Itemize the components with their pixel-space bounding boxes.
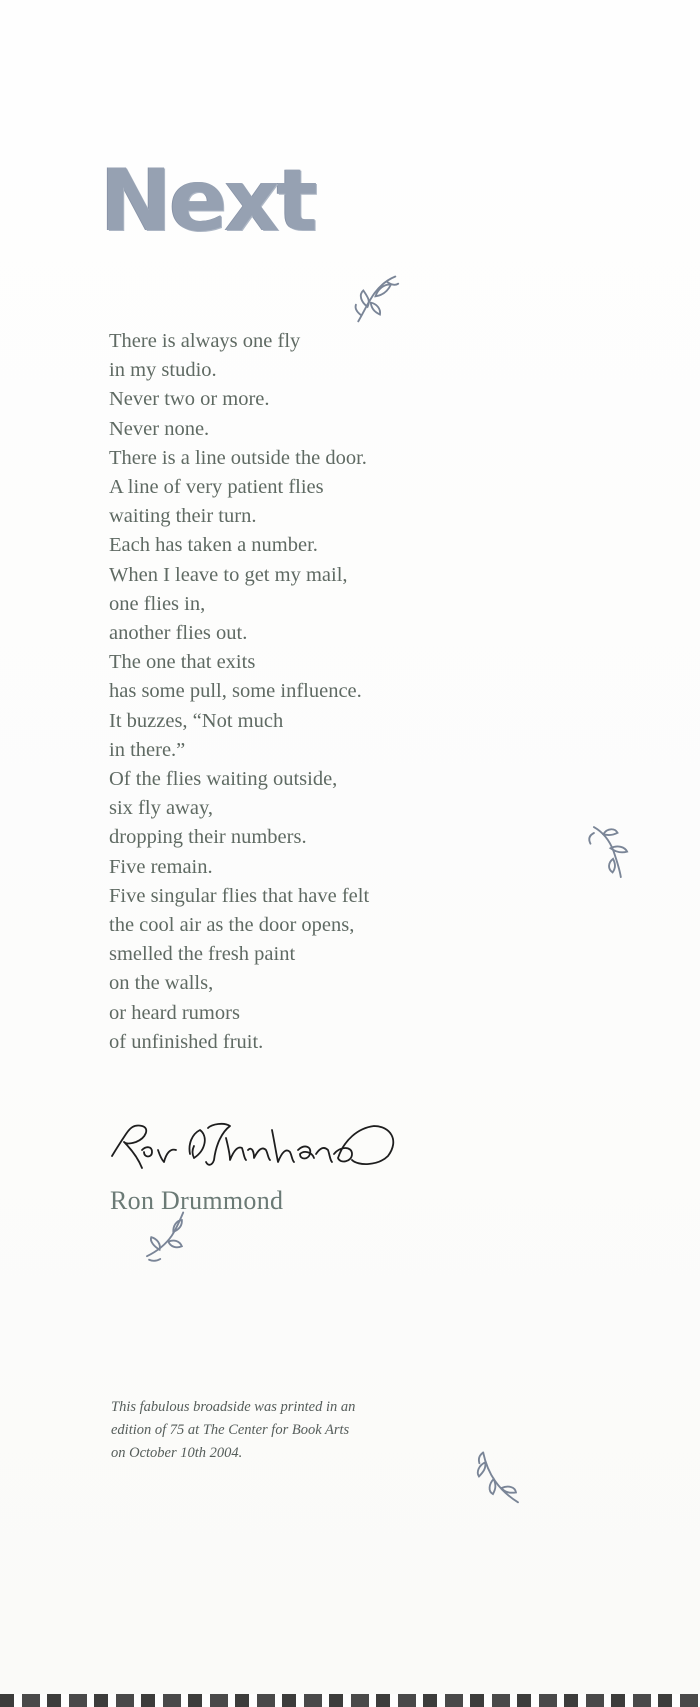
poem-line: six fly away, — [109, 797, 213, 820]
poem-line: Never two or more. — [109, 388, 270, 411]
poem-line: in there.” — [109, 738, 186, 761]
poem-line: A line of very patient flies — [109, 476, 324, 499]
poem-line: Five singular flies that have felt — [109, 884, 370, 907]
poem-line: When I leave to get my mail, — [109, 563, 348, 586]
poem-line: The one that exits — [109, 651, 256, 674]
poem-line: waiting their turn. — [109, 505, 257, 528]
poem-line: one flies in, — [109, 592, 206, 615]
poem-line: on the walls, — [109, 972, 214, 995]
fly-ornament-icon — [138, 1206, 198, 1266]
poem-line: in my studio. — [109, 359, 217, 382]
poem-line: Each has taken a number. — [109, 534, 318, 557]
colophon — [111, 1396, 355, 1465]
poem-body — [109, 327, 369, 1057]
fly-ornament-icon — [575, 815, 646, 886]
poem-line: There is a line outside the door. — [109, 446, 367, 469]
poem-title: Next — [100, 151, 315, 251]
poem-line: There is always one fly — [109, 330, 301, 352]
poem-line: smelled the fresh paint — [109, 943, 296, 966]
colophon-line: on October 10th 2004. — [111, 1445, 243, 1461]
page-bottom-edge — [0, 1694, 700, 1707]
poem-line: It buzzes, “Not much — [109, 709, 284, 732]
poem-line: Never none. — [109, 417, 210, 440]
poem-line: or heard rumors — [109, 1001, 240, 1024]
fly-ornament-icon — [344, 268, 407, 331]
poem-line: Five remain. — [109, 855, 213, 878]
poem-line: has some pull, some influence. — [109, 680, 362, 703]
poem-line: another flies out. — [109, 622, 248, 645]
colophon-line: This fabulous broadside was printed in an — [111, 1399, 356, 1415]
handwritten-signature — [108, 1110, 398, 1190]
fly-ornament-icon — [466, 1444, 531, 1509]
poem-line: of unfinished fruit. — [109, 1030, 264, 1053]
author-name: Ron Drummond — [110, 1186, 284, 1215]
colophon-line: edition of 75 at The Center for Book Arts — [111, 1422, 350, 1438]
poem-line: the cool air as the door opens, — [109, 914, 355, 937]
poem-line: Of the flies waiting outside, — [109, 768, 338, 791]
poem-line: dropping their numbers. — [109, 826, 307, 849]
